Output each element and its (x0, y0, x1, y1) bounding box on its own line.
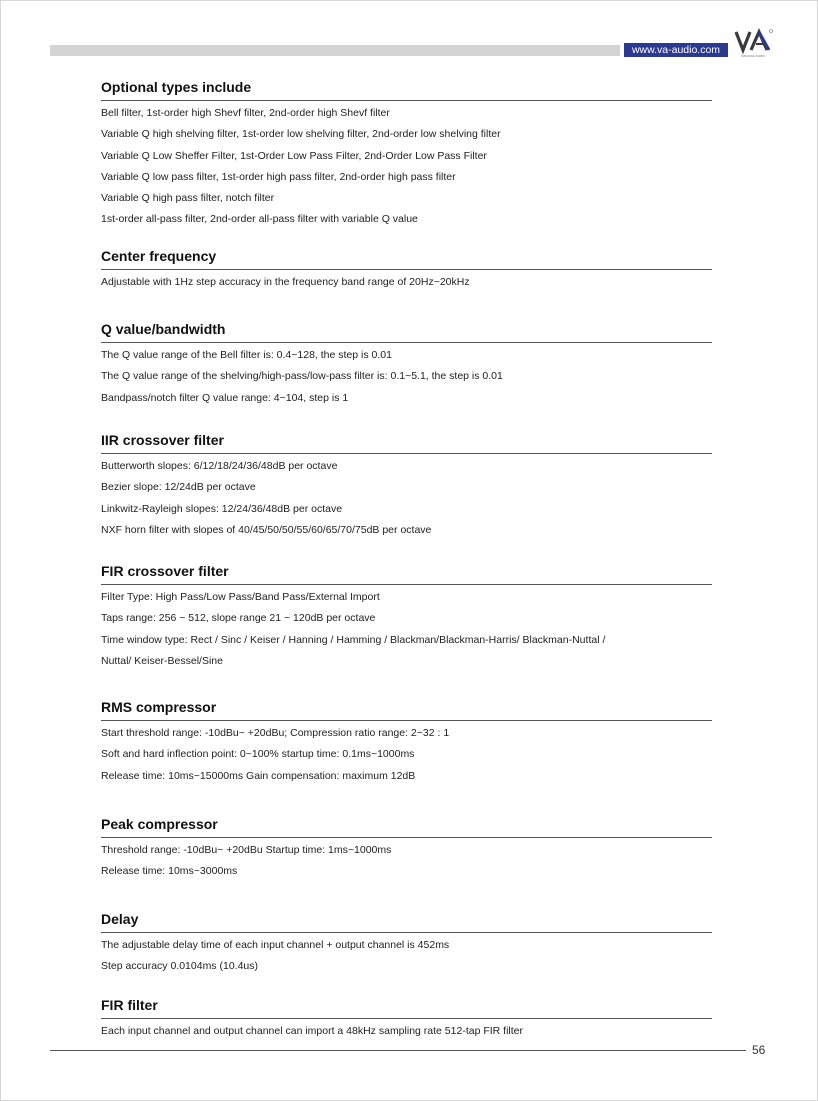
section-line: Variable Q Low Sheffer Filter, 1st-Order Low Pass Filter, 2nd-Order Low Pass Filter (101, 149, 487, 162)
section-fir-filter (101, 997, 712, 1042)
section-title: Peak compressor (101, 816, 712, 838)
section-title: FIR filter (101, 997, 712, 1019)
section-iir-crossover (101, 432, 712, 541)
section-line: Variable Q high shelving filter, 1st-order low shelving filter, 2nd-order low shelving filter (101, 128, 501, 141)
section-line: 1st-order all-pass filter, 2nd-order all-pass filter with variable Q value (101, 213, 418, 226)
section-line: The Q value range of the shelving/high-pass/low-pass filter is: 0.1~5.1, the step is 0.01 (101, 370, 503, 383)
section-title: Q value/bandwidth (101, 321, 712, 343)
section-fir-crossover (101, 563, 712, 672)
section-line: Start threshold range: -10dBu~ +20dBu; Compression ratio range: 2~32 : 1 (101, 727, 450, 739)
section-line: Variable Q low pass filter, 1st-order high pass filter, 2nd-order high pass filter (101, 170, 456, 183)
section-rms-compressor (101, 699, 712, 787)
section-line: Filter Type: High Pass/Low Pass/Band Pass/External Import (101, 591, 380, 603)
section-line: Taps range: 256 ~ 512, slope range 21 ~ 120dB per octave (101, 612, 376, 625)
section-peak-compressor (101, 816, 712, 883)
brand-logo-subtitle: Vahana Audio (740, 53, 766, 58)
footer-divider (50, 1050, 746, 1051)
section-q-value (101, 321, 712, 409)
section-title: Center frequency (101, 248, 712, 270)
section-line: Release time: 10ms~15000ms Gain compensation: maximum 12dB (101, 769, 416, 782)
section-title: Delay (101, 911, 712, 933)
section-line: Bezier slope: 12/24dB per octave (101, 481, 256, 494)
section-line: Time window type: Rect / Sinc / Keiser / Hanning / Hamming / Blackman/Blackman-Harris/ Blackman-Nuttal / (101, 633, 606, 646)
section-line: Release time: 10ms~3000ms (101, 865, 238, 878)
section-line: Step accuracy 0.0104ms (10.4us) (101, 960, 258, 973)
section-line: Nuttal/ Keiser-Bessel/Sine (101, 654, 223, 667)
section-line: Variable Q high pass filter, notch filter (101, 192, 275, 205)
section-delay (101, 911, 712, 978)
section-line: Linkwitz-Rayleigh slopes: 12/24/36/48dB per octave (101, 502, 343, 515)
section-line: Bandpass/notch filter Q value range: 4~104, step is 1 (101, 391, 349, 404)
header-bar (50, 45, 620, 56)
section-line: Soft and hard inflection point: 0~100% startup time: 0.1ms~1000ms (101, 748, 415, 761)
section-center-frequency (101, 248, 712, 293)
section-title: IIR crossover filter (101, 432, 712, 454)
section-line: Butterworth slopes: 6/12/18/24/36/48dB per octave (101, 460, 338, 472)
section-line: Threshold range: -10dBu~ +20dBu Startup time: 1ms~1000ms (101, 844, 392, 856)
website-url[interactable]: www.va-audio.com (624, 43, 728, 57)
page-number: 56 (752, 1043, 766, 1057)
section-line: Bell filter, 1st-order high Shevf filter, 2nd-order high Shevf filter (101, 107, 390, 119)
section-line: The adjustable delay time of each input channel + output channel is 452ms (101, 939, 450, 951)
section-optional-types (101, 79, 712, 231)
section-title: FIR crossover filter (101, 563, 712, 585)
section-line: NXF horn filter with slopes of 40/45/50/50/55/60/65/70/75dB per octave (101, 523, 432, 536)
section-line: Each input channel and output channel can import a 48kHz sampling rate 512-tap FIR filter (101, 1025, 523, 1037)
section-line: Adjustable with 1Hz step accuracy in the frequency band range of 20Hz~20kHz (101, 276, 470, 288)
section-title: Optional types include (101, 79, 712, 101)
section-line: The Q value range of the Bell filter is: 0.4~128, the step is 0.01 (101, 349, 392, 361)
section-title: RMS compressor (101, 699, 712, 721)
